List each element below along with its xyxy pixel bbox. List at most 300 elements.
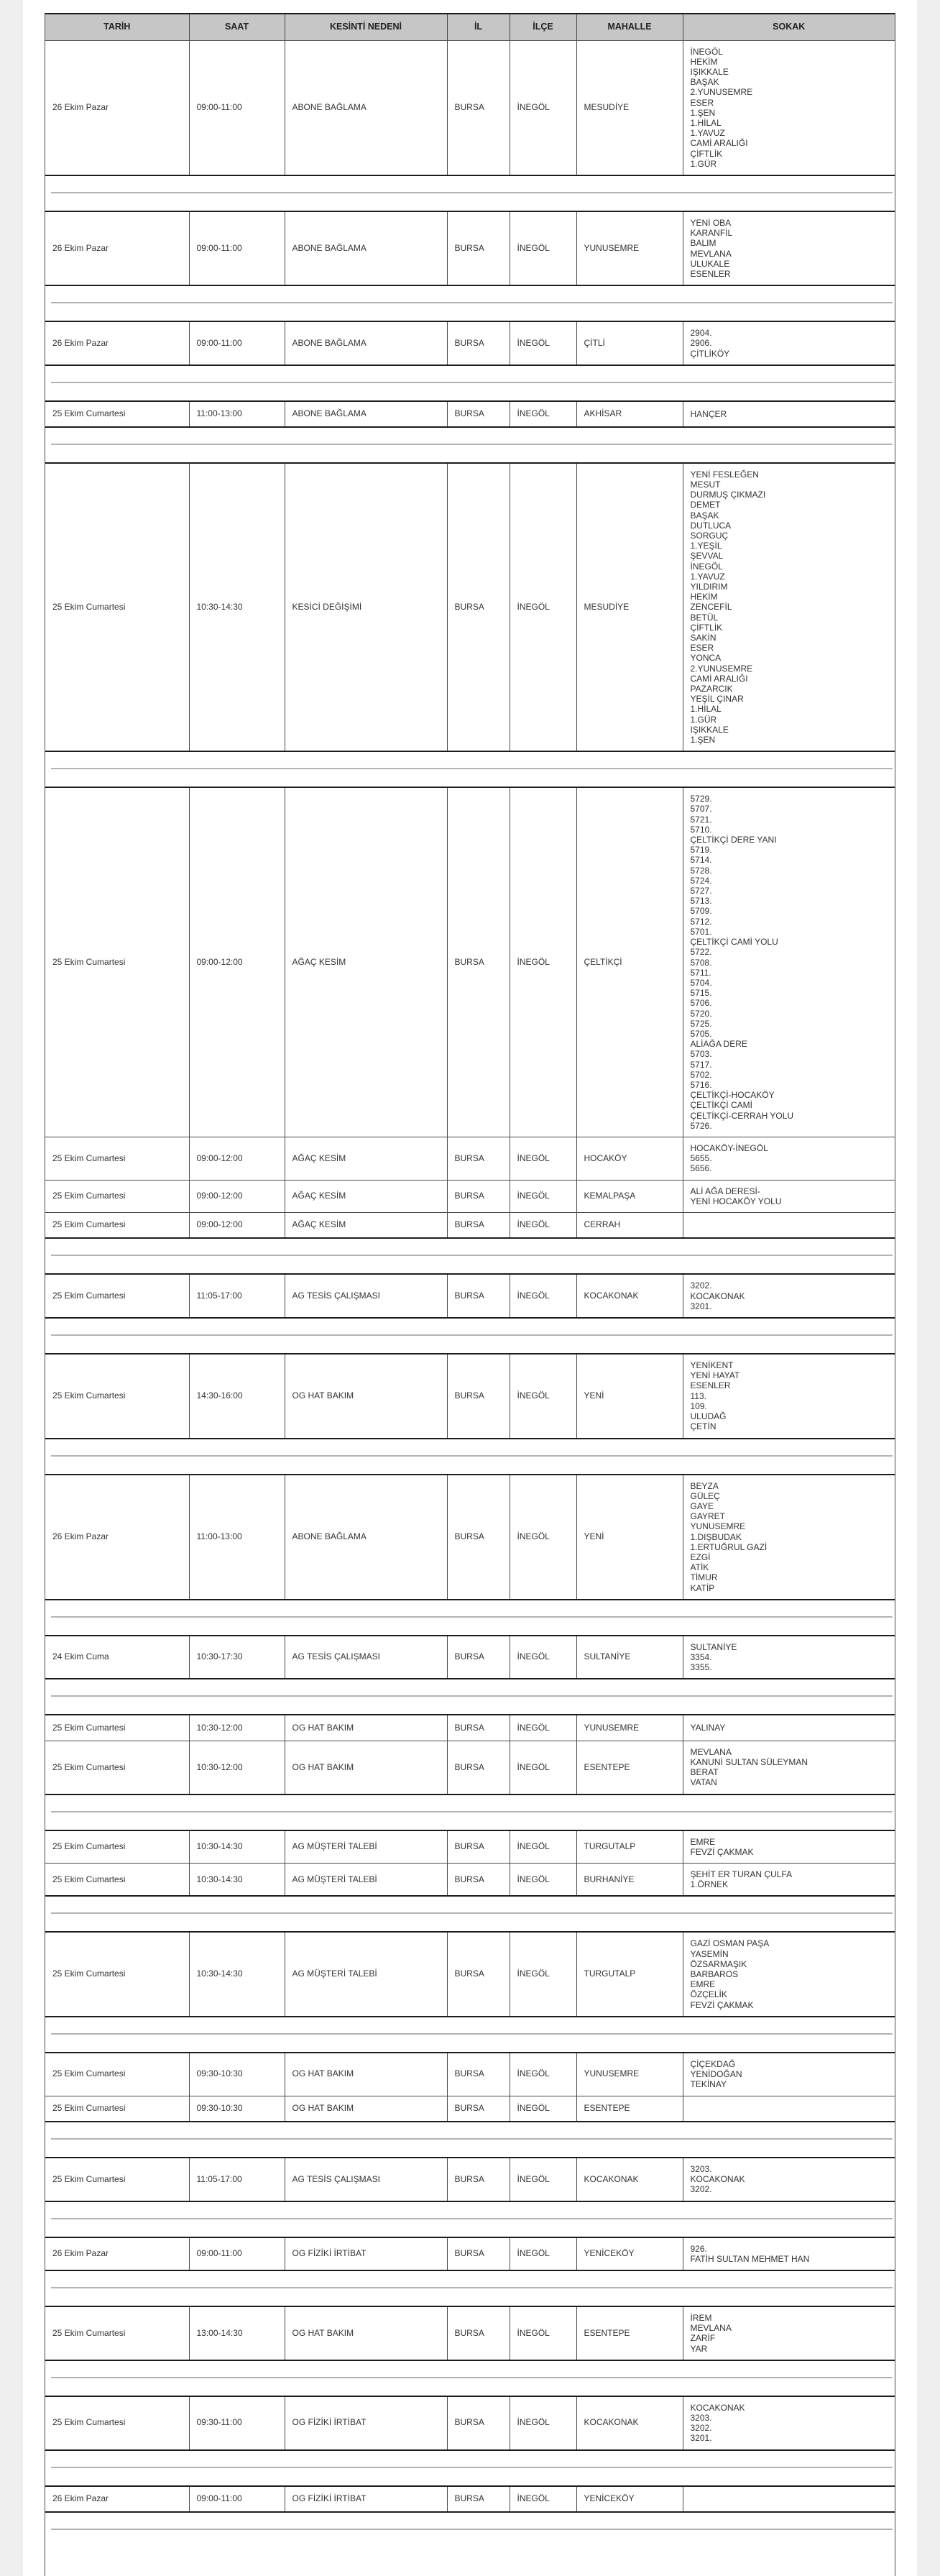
- cell-date: 26 Ekim Pazar: [52, 337, 109, 348]
- block-separator: [45, 2451, 895, 2485]
- cell-streets: [683, 1137, 895, 1180]
- table-row: [45, 1830, 895, 1864]
- cell-date: 25 Ekim Cumartesi: [52, 1390, 126, 1401]
- cell-province: BURSA: [447, 1137, 510, 1180]
- street-name: 2906.: [690, 338, 712, 349]
- block-separator: [45, 366, 895, 400]
- cell-time: 11:00-13:00: [189, 401, 285, 427]
- cell-neighborhood: ÇELTİKÇİ: [576, 787, 683, 1137]
- block-separator: [45, 2017, 895, 2052]
- street-name: BARBAROS: [690, 1969, 739, 1980]
- header-row: [45, 14, 895, 40]
- street-name: 3202.: [690, 2423, 712, 2434]
- cell-neighborhood: ESENTEPE: [576, 2096, 683, 2122]
- street-name: 1.YEŞİL: [690, 541, 722, 551]
- cell-time: 09:00-12:00: [189, 1180, 285, 1212]
- outage-table-block: [45, 462, 895, 752]
- table-row: [45, 2237, 895, 2270]
- cell-outage-reason: OG HAT BAKIM: [285, 2306, 447, 2360]
- cell-province: BURSA: [447, 401, 510, 427]
- cell-province: BURSA: [447, 211, 510, 285]
- street-name: ÖZSARMAŞIK: [690, 1958, 747, 1969]
- street-name: GÜLEÇ: [690, 1490, 720, 1501]
- header-cell: KESİNTİ NEDENİ: [285, 14, 447, 40]
- street-name: ZENCEFİL: [690, 602, 732, 613]
- cell-outage-reason: OG HAT BAKIM: [285, 2096, 447, 2122]
- cell-district: İNEGÖL: [510, 2053, 576, 2096]
- block-separator: [45, 176, 895, 211]
- outage-table-block: [45, 1635, 895, 1680]
- cell-province: BURSA: [447, 1741, 510, 1794]
- cell-date: 25 Ekim Cumartesi: [52, 1722, 126, 1733]
- cell-streets: [683, 40, 895, 175]
- cell-streets: [683, 2486, 895, 2512]
- street-name: YENİ OBA: [690, 217, 732, 228]
- outage-table-block: [45, 2052, 895, 2122]
- street-name: 2904.: [690, 328, 712, 339]
- separator-line: [51, 1255, 893, 1256]
- separator-line: [51, 302, 893, 303]
- cell-district: İNEGÖL: [510, 211, 576, 285]
- street-name: 1.YAVUZ: [690, 571, 725, 582]
- street-name: PAZARCIK: [690, 684, 733, 695]
- outage-table-block: [45, 321, 895, 366]
- street-name: 5704.: [690, 977, 712, 988]
- street-name: KARANFİL: [690, 228, 733, 239]
- cell-outage-reason: ABONE BAĞLAMA: [285, 40, 447, 175]
- street-name: ÇETİN: [690, 1421, 716, 1432]
- cell-streets: [683, 1932, 895, 2016]
- table-row: [45, 2486, 895, 2512]
- table-row: [45, 2053, 895, 2096]
- cell-neighborhood: ESENTEPE: [576, 2306, 683, 2360]
- street-name: MESUT: [690, 479, 721, 490]
- street-name: SULTANİYE: [690, 1641, 737, 1652]
- street-name: ATİK: [690, 1562, 709, 1573]
- street-name: YONCA: [690, 653, 722, 664]
- outage-table-block: [45, 1474, 895, 1600]
- block-separator: [45, 2271, 895, 2306]
- street-name: YALINAY: [690, 1723, 726, 1733]
- street-name: BAŞAK: [690, 77, 719, 88]
- street-name: 1.HİLAL: [690, 704, 722, 715]
- cell-neighborhood: KOCAKONAK: [576, 2158, 683, 2201]
- cell-time: 09:00-12:00: [189, 1212, 285, 1238]
- cell-time: 14:30-16:00: [189, 1354, 285, 1438]
- street-name: YILDIRIM: [690, 582, 728, 592]
- street-name: SAKİN: [690, 633, 716, 643]
- header-cell: İL: [447, 14, 510, 40]
- cell-district: İNEGÖL: [510, 2237, 576, 2270]
- street-name: 3203.: [690, 2164, 712, 2174]
- street-name: KATİP: [690, 1582, 715, 1593]
- street-name: ZARİF: [690, 2333, 716, 2344]
- block-separator: [45, 286, 895, 321]
- street-name: 5717.: [690, 1059, 712, 1070]
- street-name: 5712.: [690, 916, 712, 927]
- street-name: 5707.: [690, 804, 712, 815]
- street-name: BEYZA: [690, 1480, 719, 1491]
- street-name: BERAT: [690, 1767, 719, 1778]
- cell-outage-reason: ABONE BAĞLAMA: [285, 1475, 447, 1600]
- cell-date: 25 Ekim Cumartesi: [45, 1864, 189, 1897]
- street-name: 109.: [690, 1401, 707, 1411]
- street-name: 5703.: [690, 1049, 712, 1060]
- street-name: YENİ FESLEĞEN: [690, 469, 759, 480]
- street-name: ÇELTİKÇİ CAMİ: [690, 1100, 752, 1111]
- cell-district: İNEGÖL: [510, 787, 576, 1137]
- cell-date: 26 Ekim Pazar: [52, 1531, 109, 1541]
- street-name: IŞIKKALE: [690, 66, 729, 77]
- cell-outage-reason: AG TESİS ÇALIŞMASI: [285, 2158, 447, 2201]
- street-name: ALİ AĞA DERESİ-: [690, 1186, 760, 1196]
- cell-outage-reason: AĞAÇ KESİM: [285, 1212, 447, 1238]
- outage-table-block: [45, 13, 895, 176]
- cell-province: BURSA: [447, 1475, 510, 1600]
- street-name: 3201.: [690, 1301, 712, 1311]
- cell-time: 09:00-12:00: [189, 787, 285, 1137]
- street-name: İREM: [690, 2313, 712, 2324]
- table-row: [45, 463, 895, 751]
- cell-streets: [683, 1864, 895, 1897]
- cell-time: 09:00-11:00: [189, 321, 285, 365]
- cell-neighborhood: YUNUSEMRE: [576, 211, 683, 285]
- street-name: 3201.: [690, 2433, 712, 2444]
- separator-line: [51, 1695, 893, 1697]
- street-name: ŞEHİT ER TURAN ÇULFA: [690, 1869, 793, 1880]
- street-name: DUTLUCA: [690, 520, 732, 531]
- outage-table-block: [45, 211, 895, 286]
- block-separator: [45, 1439, 895, 1474]
- outage-table-block: [45, 2157, 895, 2202]
- block-separator: [45, 1239, 895, 1273]
- cell-time: 10:30-14:30: [189, 1864, 285, 1897]
- street-name: SORGUÇ: [690, 530, 729, 541]
- street-name: EMRE: [690, 1836, 716, 1847]
- street-name: CAMİ ARALIĞI: [690, 138, 748, 149]
- cell-date: 25 Ekim Cumartesi: [52, 2417, 126, 2428]
- street-name: BALIM: [690, 238, 716, 249]
- cell-date: 26 Ekim Pazar: [52, 101, 109, 112]
- cell-outage-reason: AG MÜŞTERİ TALEBİ: [285, 1830, 447, 1864]
- street-name: 5719.: [690, 845, 712, 856]
- cell-streets: [683, 1354, 895, 1438]
- cell-time: 10:30-12:00: [189, 1741, 285, 1794]
- cell-date: 25 Ekim Cumartesi: [52, 956, 126, 967]
- table-row: [45, 211, 895, 285]
- cell-time: 09:30-10:30: [189, 2053, 285, 2096]
- street-name: 1.ERTUĞRUL GAZİ: [690, 1541, 768, 1552]
- cell-province: BURSA: [447, 1932, 510, 2016]
- cell-district: İNEGÖL: [510, 2096, 576, 2122]
- cell-province: BURSA: [447, 1715, 510, 1741]
- cell-time: 11:05-17:00: [189, 1274, 285, 1318]
- street-name: 113.: [690, 1390, 706, 1401]
- street-name: ESER: [690, 97, 714, 108]
- cell-neighborhood: SULTANİYE: [576, 1636, 683, 1679]
- cell-neighborhood: YUNUSEMRE: [576, 1715, 683, 1741]
- street-name: MEVLANA: [690, 248, 732, 259]
- cell-date: 25 Ekim Cumartesi: [52, 408, 126, 419]
- cell-province: BURSA: [447, 2158, 510, 2201]
- street-name: ÇİÇEKDAĞ: [690, 2058, 736, 2069]
- street-name: ŞEVVAL: [690, 551, 724, 562]
- table-row: [45, 1864, 895, 1897]
- cell-streets: [683, 787, 895, 1137]
- cell-district: İNEGÖL: [510, 40, 576, 175]
- separator-line: [51, 2377, 893, 2378]
- street-name: 5728.: [690, 865, 712, 876]
- separator-line: [51, 2033, 893, 2035]
- cell-streets: [683, 401, 895, 427]
- street-name: 5725.: [690, 1018, 712, 1029]
- cell-date: 25 Ekim Cumartesi: [52, 1841, 126, 1852]
- street-name: ULUDAĞ: [690, 1411, 727, 1422]
- street-name: YENİ HAYAT: [690, 1370, 740, 1381]
- street-name: GAYRET: [690, 1511, 725, 1522]
- separator-line: [51, 2287, 893, 2288]
- outage-table-header: [45, 14, 895, 40]
- street-name: 926.: [690, 2243, 707, 2254]
- street-name: 3355.: [690, 1662, 712, 1673]
- separator-line: [51, 2467, 893, 2468]
- table-row: [45, 787, 895, 1137]
- cell-streets: [683, 211, 895, 285]
- street-name: 5724.: [690, 875, 712, 886]
- street-name: ESENLER: [690, 268, 731, 279]
- cell-neighborhood: TURGUTALP: [576, 1830, 683, 1864]
- street-name: FEVZİ ÇAKMAK: [690, 1999, 754, 2010]
- cell-outage-reason: AĞAÇ KESİM: [285, 1137, 447, 1180]
- street-name: 1.GÜR: [690, 714, 717, 725]
- cell-streets: [683, 2306, 895, 2360]
- street-name: YENİKENT: [690, 1360, 734, 1371]
- cell-province: BURSA: [447, 1212, 510, 1238]
- separator-line: [51, 1912, 893, 1914]
- cell-district: İNEGÖL: [510, 1180, 576, 1212]
- street-name: 3202.: [690, 2184, 712, 2195]
- cell-district: İNEGÖL: [510, 1864, 576, 1897]
- cell-time: 10:30-14:30: [189, 463, 285, 751]
- street-name: KANUNİ SULTAN SÜLEYMAN: [690, 1757, 808, 1768]
- cell-outage-reason: KESİCİ DEĞİŞİMİ: [285, 463, 447, 751]
- street-name: 5722.: [690, 947, 712, 958]
- cell-neighborhood: YUNUSEMRE: [576, 2053, 683, 2096]
- street-name: YUNUSEMRE: [690, 1521, 746, 1532]
- table-row: [45, 2096, 895, 2122]
- street-name: 5710.: [690, 824, 712, 835]
- table-row: [45, 1180, 895, 1212]
- street-name: 5655.: [690, 1153, 712, 1164]
- outage-table-block: [45, 1273, 895, 1319]
- street-name: 5716.: [690, 1079, 712, 1090]
- cell-outage-reason: OG FİZİKİ İRTİBAT: [285, 2396, 447, 2450]
- cell-neighborhood: YENİ: [576, 1475, 683, 1600]
- cell-time: 13:00-14:30: [189, 2306, 285, 2360]
- street-name: MEVLANA: [690, 1746, 732, 1757]
- block-separator: [45, 2122, 895, 2157]
- cell-province: BURSA: [447, 2237, 510, 2270]
- block-separator: [45, 428, 895, 462]
- cell-outage-reason: OG HAT BAKIM: [285, 1354, 447, 1438]
- cell-district: İNEGÖL: [510, 321, 576, 365]
- street-name: 3203.: [690, 2413, 712, 2424]
- table-row: [45, 1636, 895, 1679]
- street-name: EMRE: [690, 1979, 716, 1990]
- cell-date: 25 Ekim Cumartesi: [45, 1212, 189, 1238]
- cell-outage-reason: ABONE BAĞLAMA: [285, 401, 447, 427]
- block-separator: [45, 2361, 895, 2396]
- header-cell: SOKAK: [683, 14, 895, 40]
- cell-district: İNEGÖL: [510, 1274, 576, 1318]
- street-name: YEŞİL ÇINAR: [690, 694, 744, 705]
- cell-district: İNEGÖL: [510, 1636, 576, 1679]
- block-separator: [45, 752, 895, 787]
- street-name: BETÜL: [690, 612, 719, 623]
- cell-outage-reason: AG TESİS ÇALIŞMASI: [285, 1636, 447, 1679]
- street-name: 5701.: [690, 926, 712, 937]
- cell-time: 10:30-14:30: [189, 1830, 285, 1864]
- outage-table-block: [45, 400, 895, 428]
- cell-time: 09:00-11:00: [189, 40, 285, 175]
- street-name: 5729.: [690, 794, 712, 805]
- cell-district: İNEGÖL: [510, 1137, 576, 1180]
- cell-neighborhood: YENİCEKÖY: [576, 2486, 683, 2512]
- table-row: [45, 40, 895, 175]
- street-name: HEKİM: [690, 592, 718, 602]
- cell-outage-reason: AĞAÇ KESİM: [285, 787, 447, 1137]
- street-name: IŞIKKALE: [690, 724, 729, 735]
- cell-streets: [683, 1475, 895, 1600]
- cell-outage-reason: OG HAT BAKIM: [285, 1741, 447, 1794]
- street-name: ALİAĞA DERE: [690, 1039, 747, 1050]
- separator-line: [51, 2138, 893, 2140]
- street-name: 5714.: [690, 855, 712, 866]
- street-name: 5709.: [690, 906, 712, 917]
- cell-date: 26 Ekim Pazar: [52, 2248, 109, 2259]
- street-name: FATİH SULTAN MEHMET HAN: [690, 2253, 810, 2264]
- table-row: [45, 401, 895, 427]
- cell-district: İNEGÖL: [510, 1741, 576, 1794]
- street-name: DURMUŞ ÇIKMAZI: [690, 490, 766, 500]
- cell-province: BURSA: [447, 1354, 510, 1438]
- street-name: YENİ HOCAKÖY YOLU: [690, 1196, 782, 1206]
- street-name: 1.ŞEN: [690, 735, 716, 746]
- header-cell: TARİH: [45, 14, 189, 40]
- cell-district: İNEGÖL: [510, 1475, 576, 1600]
- street-name: 5726.: [690, 1120, 712, 1131]
- table-row: [45, 321, 895, 365]
- separator-line: [51, 192, 893, 193]
- cell-date: 25 Ekim Cumartesi: [52, 2173, 126, 2184]
- outage-table-block: [45, 1714, 895, 1795]
- block-separator: [45, 1795, 895, 1830]
- table-row: [45, 1741, 895, 1794]
- separator-line: [51, 2218, 893, 2219]
- cell-neighborhood: BURHANİYE: [576, 1864, 683, 1897]
- cell-neighborhood: MESUDİYE: [576, 40, 683, 175]
- street-name: MEVLANA: [690, 2323, 732, 2334]
- separator-line: [51, 1334, 893, 1336]
- cell-date: 25 Ekim Cumartesi: [45, 1137, 189, 1180]
- street-name: KOCAKONAK: [690, 2174, 745, 2185]
- separator-line: [51, 1455, 893, 1457]
- block-separator: [45, 1600, 895, 1635]
- table-row: [45, 1354, 895, 1438]
- table-row: [45, 1137, 895, 1180]
- cell-streets: [683, 2096, 895, 2122]
- street-name: 1.GÜR: [690, 158, 717, 169]
- street-name: BAŞAK: [690, 510, 719, 521]
- cell-neighborhood: YENİ: [576, 1354, 683, 1438]
- outage-table-block: [45, 2306, 895, 2361]
- cell-outage-reason: OG FİZİKİ İRTİBAT: [285, 2237, 447, 2270]
- bottom-spacer: [45, 2547, 895, 2576]
- cell-province: BURSA: [447, 2306, 510, 2360]
- street-name: KOCAKONAK: [690, 1291, 745, 1301]
- street-name: 1.ÖRNEK: [690, 1879, 729, 1890]
- cell-date: 26 Ekim Pazar: [52, 242, 109, 253]
- cell-neighborhood: AKHİSAR: [576, 401, 683, 427]
- cell-district: İNEGÖL: [510, 463, 576, 751]
- table-row: [45, 1212, 895, 1238]
- cell-streets: [683, 1830, 895, 1864]
- table-row: [45, 2306, 895, 2360]
- cell-neighborhood: KEMALPAŞA: [576, 1180, 683, 1212]
- street-name: ÇELTİKÇİ-CERRAH YOLU: [690, 1110, 794, 1121]
- cell-streets: [683, 463, 895, 751]
- cell-outage-reason: AG MÜŞTERİ TALEBİ: [285, 1932, 447, 2016]
- cell-time: 09:00-11:00: [189, 2486, 285, 2512]
- block-separator: [45, 2513, 895, 2547]
- cell-outage-reason: AĞAÇ KESİM: [285, 1180, 447, 1212]
- street-name: 5715.: [690, 988, 712, 999]
- cell-streets: [683, 2237, 895, 2270]
- header-cell: İLÇE: [510, 14, 576, 40]
- cell-province: BURSA: [447, 2396, 510, 2450]
- street-name: ÇELTİKÇİ-HOCAKÖY: [690, 1090, 775, 1101]
- street-name: 5706.: [690, 998, 712, 1009]
- cell-district: İNEGÖL: [510, 2306, 576, 2360]
- street-name: HEKİM: [690, 56, 718, 67]
- outage-report-page: [23, 0, 917, 2576]
- street-name: 5727.: [690, 886, 712, 897]
- cell-neighborhood: CERRAH: [576, 1212, 683, 1238]
- street-name: YASEMİN: [690, 1948, 729, 1959]
- cell-time: 10:30-17:30: [189, 1636, 285, 1679]
- outage-table-block: [45, 1830, 895, 1897]
- cell-streets: [683, 1715, 895, 1741]
- outage-table-block: [45, 1353, 895, 1439]
- street-name: HOCAKÖY-İNEGÖL: [690, 1142, 768, 1153]
- table-row: [45, 2158, 895, 2201]
- cell-neighborhood: TURGUTALP: [576, 1932, 683, 2016]
- block-separator: [45, 1679, 895, 1714]
- cell-streets: [683, 1274, 895, 1318]
- cell-date: 25 Ekim Cumartesi: [45, 1180, 189, 1212]
- block-separator: [45, 1897, 895, 1931]
- street-name: 5713.: [690, 896, 712, 907]
- cell-province: BURSA: [447, 1180, 510, 1212]
- cell-outage-reason: AG TESİS ÇALIŞMASI: [285, 1274, 447, 1318]
- separator-line: [51, 382, 893, 383]
- outage-table-block: [45, 1931, 895, 2017]
- street-name: 1.DIŞBUDAK: [690, 1531, 742, 1542]
- header-cell: MAHALLE: [576, 14, 683, 40]
- cell-streets: [683, 321, 895, 365]
- street-name: EZGİ: [690, 1551, 711, 1562]
- cell-time: 11:05-17:00: [189, 2158, 285, 2201]
